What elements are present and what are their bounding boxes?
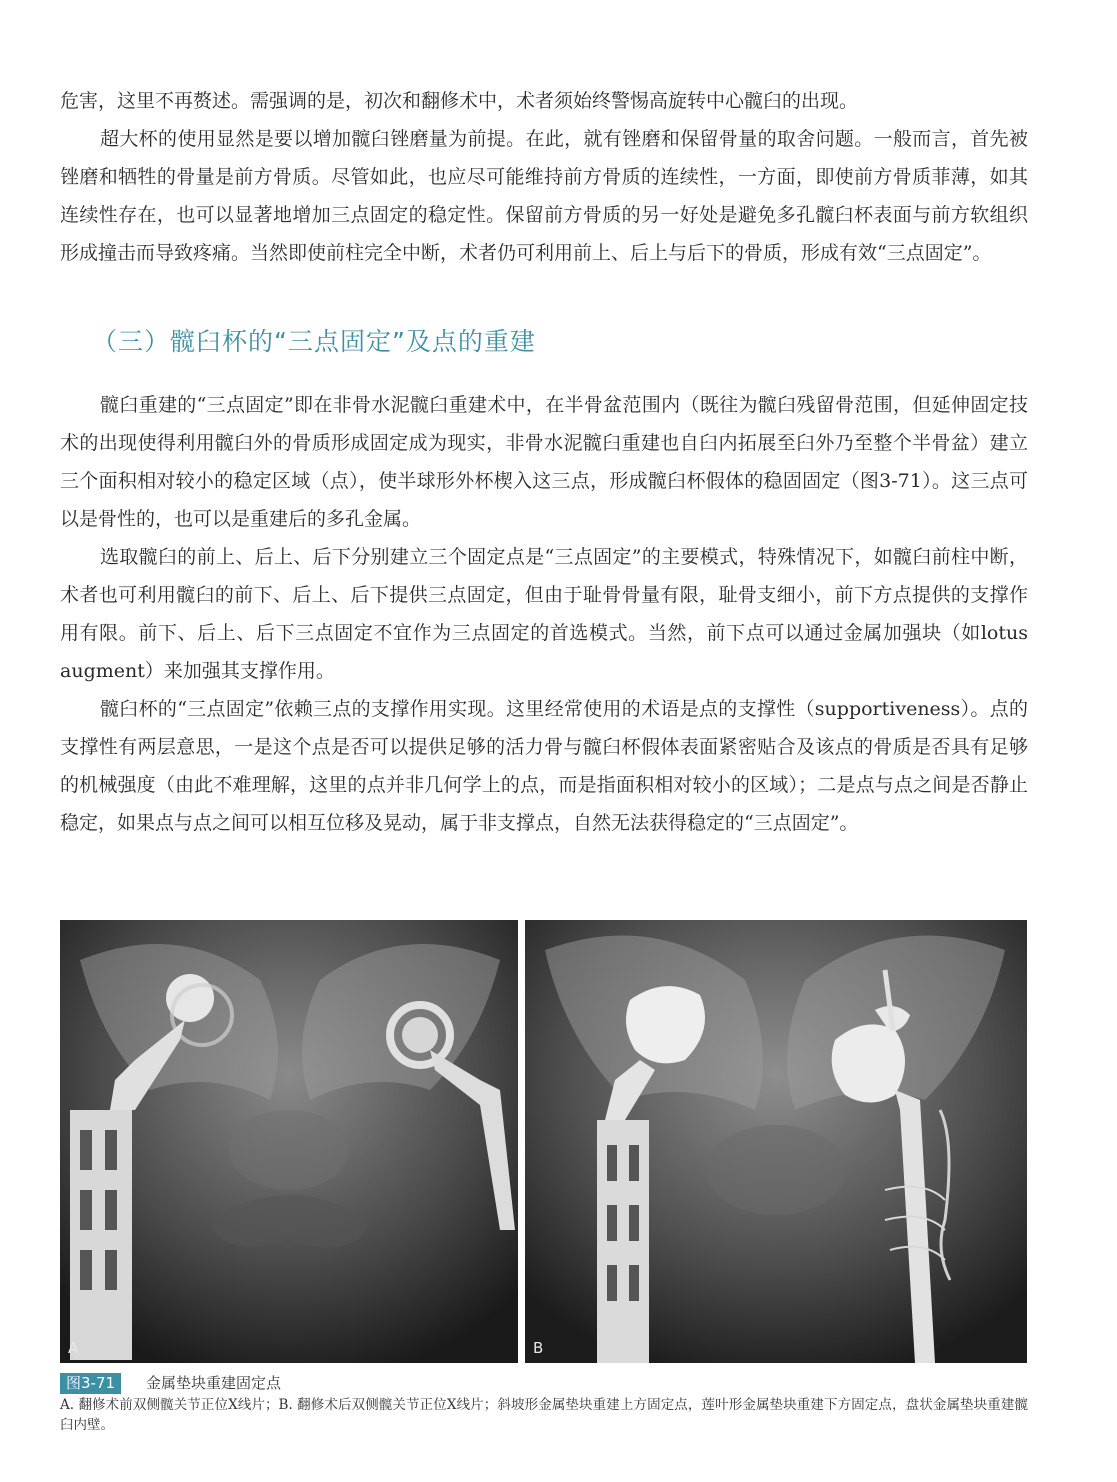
figure-tag: 图3-71 — [60, 1373, 121, 1394]
paragraph-4: 选取髋臼的前上、后上、后下分别建立三个固定点是“三点固定”的主要模式，特殊情况下，如髋臼前柱中断，术者也可利用髋臼的前下、后上、后下提供三点固定，但由于耻骨骨量有限，耻骨支细小，前下方点提供的支撑作用有限。前下、后上、后下三点固定不宜作为三点固定的首选模式。当然，前下点可以通过金属加强块（如lotus augment）来加强其支撑作用。 — [60, 546, 1028, 682]
xray-panel-a — [60, 920, 518, 1363]
paragraph-3: 髋臼重建的“三点固定”即在非骨水泥髋臼重建术中，在半骨盆范围内（既往为髋臼残留骨范围，但延伸固定技术的出现使得利用髋臼外的骨质形成固定成为现实，非骨水泥髋臼重建也自臼内拓展至臼外乃至整个半骨盆）建立三个面积相对较小的稳定区域（点），使半球形外杯楔入这三点，形成髋臼杯假体的稳固固定（图3-71）。这三点可以是骨性的，也可以是重建后的多孔金属。 — [60, 394, 1028, 530]
panel-a-label: A — [68, 1339, 79, 1357]
xray-image-b — [525, 920, 1027, 1363]
figure-title: 金属垫块重建固定点 — [146, 1374, 282, 1392]
xray-image-a — [60, 920, 518, 1363]
paragraph-5: 髋臼杯的“三点固定”依赖三点的支撑作用实现。这里经常使用的术语是点的支撑性（supportiveness）。点的支撑性有两层意思，一是这个点是否可以提供足够的活力骨与髋臼杯假体表面紧密贴合及该点的骨质是否具有足够的机械强度（由此不难理解，这里的点并非几何学上的点，而是指面积相对较小的区域）；二是点与点之间是否静止稳定，如果点与点之间可以相互位移及晃动，属于非支撑点，自然无法获得稳定的“三点固定”。 — [60, 698, 1028, 834]
panel-b-label: B — [533, 1339, 544, 1357]
figure-description: A. 翻修术前双侧髋关节正位X线片；B. 翻修术后双侧髋关节正位X线片；斜坡形金属垫块重建上方固定点，莲叶形金属垫块重建下方固定点，盘状金属垫块重建髋臼内壁。 — [60, 1397, 1028, 1433]
section-heading: （三）髋臼杯的“三点固定”及点的重建 — [92, 327, 536, 356]
xray-panel-b — [525, 920, 1027, 1363]
paragraph-1: 危害，这里不再赘述。需强调的是，初次和翻修术中，术者须始终警惕高旋转中心髋臼的出现。 — [60, 90, 859, 112]
paragraph-2: 超大杯的使用显然是要以增加髋臼锉磨量为前提。在此，就有锉磨和保留骨量的取舍问题。一般而言，首先被锉磨和牺牲的骨量是前方骨质。尽管如此，也应尽可能维持前方骨质的连续性，一方面，即使前方骨质菲薄，如其连续性存在，也可以显著地增加三点固定的稳定性。保留前方骨质的另一好处是避免多孔髋臼杯表面与前方软组织形成撞击而导致疼痛。当然即使前柱完全中断，术者仍可利用前上、后上与后下的骨质，形成有效“三点固定”。 — [60, 128, 1028, 264]
